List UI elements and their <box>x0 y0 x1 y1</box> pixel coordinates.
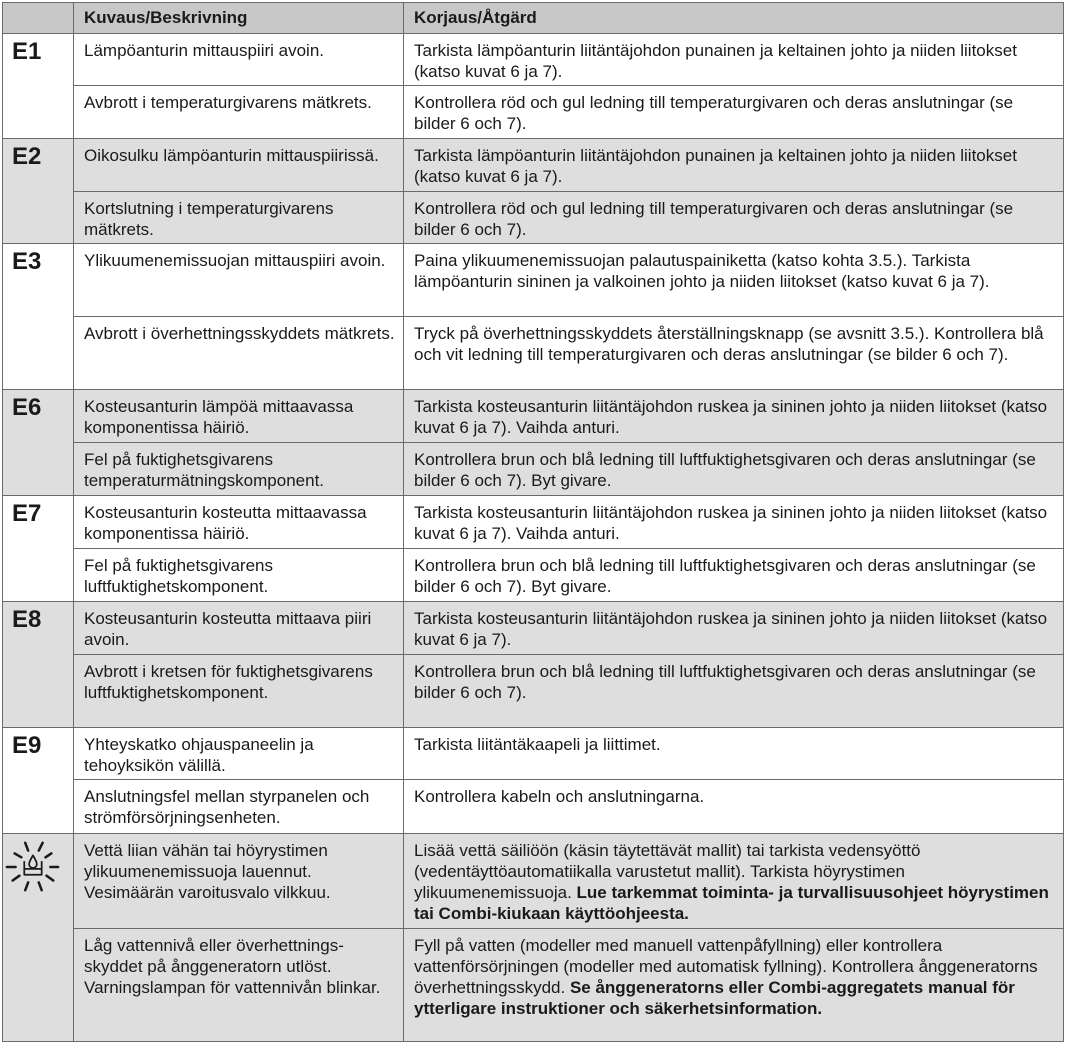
table-row-e8-fi <box>3 602 1064 655</box>
fault-code-table <box>2 2 1064 1042</box>
action-sv: Kontrollera brun och blå ledning till luftfuktighetsgivaren och deras anslutningar (se bilder 6 och 7). Byt givare. <box>404 549 1064 602</box>
action-sv: Kontrollera kabeln och anslutningarna. <box>404 780 1064 834</box>
description-sv: Avbrott i temperaturgivarens mätkrets. <box>74 86 404 139</box>
description-sv: Avbrott i kretsen för fuktighetsgivarens luftfuktighetskomponent. <box>74 655 404 728</box>
action-fi: Tarkista liitäntäkaapeli ja liittimet. <box>404 728 1064 780</box>
action-sv: Kontrollera röd och gul ledning till temperaturgivaren och deras anslutningar (se bilder 6 och 7). <box>404 192 1064 244</box>
table-row-e2-sv <box>3 192 1064 244</box>
error-code-e9: E9 <box>3 728 74 834</box>
error-code-e3: E3 <box>3 244 74 390</box>
action-sv: Kontrollera röd och gul ledning till temperaturgivaren och deras anslutningar (se bilder 6 och 7). <box>404 86 1064 139</box>
warning-action-fi <box>404 834 1064 929</box>
warning-action-sv <box>404 929 1064 1042</box>
action-sv: Kontrollera brun och blå ledning till luftfuktighetsgivaren och deras anslutningar (se bilder 6 och 7). Byt givare. <box>404 443 1064 496</box>
description-fi: Lämpöanturin mittauspiiri avoin. <box>74 34 404 86</box>
description-sv: Kortslutning i temperaturgivarens mätkrets. <box>74 192 404 244</box>
warning-action-sv-text: Fyll på vatten (modeller med manuell vattenpåfyllning) eller kontrollera vattenförsörjningen (modeller med automatisk fyllning). Kontrollera ånggeneratorns överhettningsskydd. <box>414 936 1038 997</box>
description-fi: Ylikuumenemissuojan mittauspiiri avoin. <box>74 244 404 317</box>
description-fi: Kosteusanturin lämpöä mittaavassa komponentissa häiriö. <box>74 390 404 443</box>
header-code <box>3 3 74 34</box>
action-fi: Tarkista kosteusanturin liitäntäjohdon ruskea ja sininen johto ja niiden liitokset (katso kuvat 6 ja 7). <box>404 602 1064 655</box>
table-row-e6-fi <box>3 390 1064 443</box>
water-level-warning-icon <box>3 837 61 895</box>
action-fi: Tarkista lämpöanturin liitäntäjohdon punainen ja keltainen johto ja niiden liitokset (katso kuvat 6 ja 7). <box>404 139 1064 192</box>
error-code-e8: E8 <box>3 602 74 728</box>
table-header-row <box>3 3 1064 34</box>
description-fi: Kosteusanturin kosteutta mittaavassa komponentissa häiriö. <box>74 496 404 549</box>
warning-action-fi-bold: Lue tarkemmat toiminta- ja turvallisuusohjeet höyrystimen tai Combi-kiukaan käyttöohjeesta. <box>414 883 1049 923</box>
error-code-e6: E6 <box>3 390 74 496</box>
warning-action-fi-text: Lisää vettä säiliöön (käsin täytettävät mallit) tai tarkista vedensyöttö (vedentäyttöautomatiikalla varustetut mallit). Tarkista höyrystimen ylikuumenemissuoja. <box>414 841 921 902</box>
header-description: Kuvaus/Beskrivning <box>74 3 404 34</box>
action-sv: Kontrollera brun och blå ledning till luftfuktighetsgivaren och deras anslutningar (se bilder 6 och 7). <box>404 655 1064 728</box>
description-fi: Kosteusanturin kosteutta mittaava piiri avoin. <box>74 602 404 655</box>
warning-description-sv: Låg vattennivå eller överhettnings-skyddet på ånggeneratorn utlöst. Varningslampan för vattennivån blinkar. <box>74 929 404 1042</box>
table-row-e9-fi <box>3 728 1064 780</box>
table-row-e2-fi <box>3 139 1064 192</box>
fault-table-wrapper <box>2 2 1064 1042</box>
table-row-e7-sv <box>3 549 1064 602</box>
header-action: Korjaus/Åtgärd <box>404 3 1064 34</box>
action-fi: Tarkista kosteusanturin liitäntäjohdon ruskea ja sininen johto ja niiden liitokset (katso kuvat 6 ja 7). Vaihda anturi. <box>404 390 1064 443</box>
table-row-warning-sv <box>3 929 1064 1042</box>
description-fi: Oikosulku lämpöanturin mittauspiirissä. <box>74 139 404 192</box>
table-row-e1-fi <box>3 34 1064 86</box>
action-fi: Tarkista kosteusanturin liitäntäjohdon ruskea ja sininen johto ja niiden liitokset (katso kuvat 6 ja 7). Vaihda anturi. <box>404 496 1064 549</box>
table-row-e3-fi <box>3 244 1064 317</box>
table-row-e8-sv <box>3 655 1064 728</box>
description-sv: Avbrott i överhettningsskyddets mätkrets. <box>74 317 404 390</box>
error-code-e1: E1 <box>3 34 74 139</box>
description-sv: Fel på fuktighetsgivarens luftfuktighetskomponent. <box>74 549 404 602</box>
warning-action-sv-bold: Se ånggeneratorns eller Combi-aggregatets manual för ytterligare instruktioner och säkerhetsinformation. <box>414 978 1015 1018</box>
table-row-warning-fi <box>3 834 1064 929</box>
table-row-e6-sv <box>3 443 1064 496</box>
description-sv: Fel på fuktighetsgivarens temperaturmätningskomponent. <box>74 443 404 496</box>
action-fi: Tarkista lämpöanturin liitäntäjohdon punainen ja keltainen johto ja niiden liitokset (katso kuvat 6 ja 7). <box>404 34 1064 86</box>
error-code-e2: E2 <box>3 139 74 244</box>
error-code-e7: E7 <box>3 496 74 602</box>
description-sv: Anslutningsfel mellan styrpanelen och strömförsörjningsenheten. <box>74 780 404 834</box>
table-row-e3-sv <box>3 317 1064 390</box>
warning-description-fi: Vettä liian vähän tai höyrystimen ylikuumenemissuoja lauennut. Vesimäärän varoitusvalo vilkkuu. <box>74 834 404 929</box>
table-row-e1-sv <box>3 86 1064 139</box>
table-row-e9-sv <box>3 780 1064 834</box>
action-fi: Paina ylikuumenemissuojan palautuspainiketta (katso kohta 3.5.). Tarkista lämpöanturin sininen ja valkoinen johto ja niiden liitokset (katso kuvat 6 ja 7). <box>404 244 1064 317</box>
description-fi: Yhteyskatko ohjauspaneelin ja tehoyksikön välillä. <box>74 728 404 780</box>
warning-icon-cell <box>3 834 74 1042</box>
table-row-e7-fi <box>3 496 1064 549</box>
action-sv: Tryck på överhettningsskyddets återställningsknapp (se avsnitt 3.5.). Kontrollera blå och vit ledning till temperaturgivaren och deras anslutningar (se bilder 6 och 7). <box>404 317 1064 390</box>
